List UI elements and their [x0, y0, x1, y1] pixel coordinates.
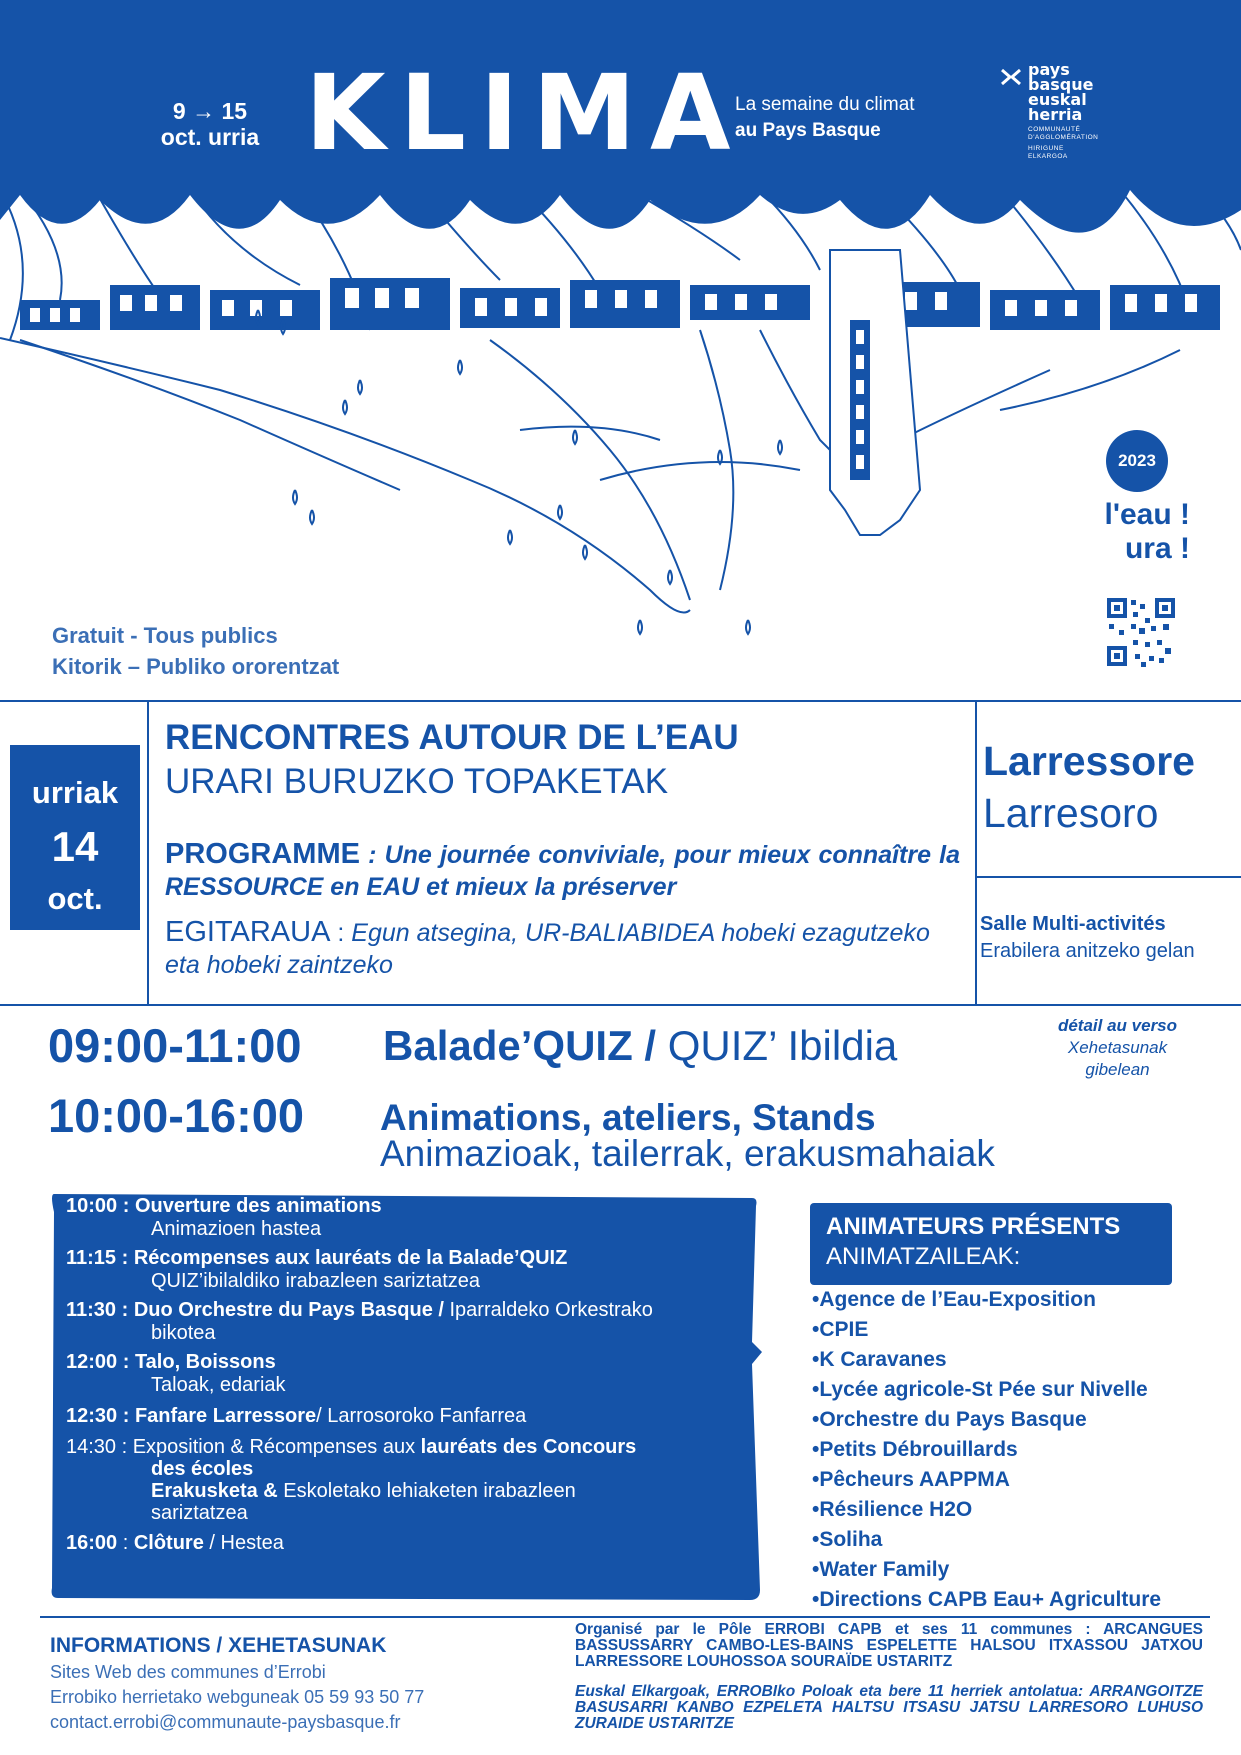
- slogan-line1: l'eau !: [1104, 498, 1190, 531]
- activity-2-fr: Animations, ateliers, Stands: [380, 1097, 876, 1138]
- schedule-close-fr: Clôture: [133, 1532, 204, 1554]
- animator-item: •Orchestre du Pays Basque: [812, 1408, 1087, 1431]
- access-fr: Gratuit - Tous publics: [52, 623, 278, 648]
- schedule-time: 12:30 :: [66, 1405, 135, 1427]
- activity-1-sep: /: [632, 1022, 668, 1069]
- info-phone: Errobiko herrietako webguneak 05 59 93 50 77: [50, 1687, 425, 1707]
- verso-fr: détail au verso: [1057, 1016, 1178, 1035]
- detail-verso-note: [1055, 1015, 1180, 1081]
- egitaraua-sep: :: [330, 919, 352, 947]
- verso-eu2: gibelean: [1085, 1060, 1150, 1079]
- schedule-main: Talo, Boissons: [134, 1351, 276, 1373]
- schedule-1430-a: Exposition & Récompenses aux: [132, 1436, 421, 1458]
- info-heading: INFORMATIONS / XEHETASUNAK: [50, 1634, 387, 1657]
- date-month-fr: oct.: [47, 881, 103, 916]
- programme-fr: [165, 838, 960, 903]
- animators-title-eu: ANIMATZAILEAK:: [826, 1243, 1021, 1270]
- divider-place: [975, 876, 1241, 878]
- place-fr: Larressore: [983, 738, 1195, 784]
- date-range: [150, 98, 270, 150]
- animator-item: •Lycée agricole-St Pée sur Nivelle: [812, 1378, 1148, 1401]
- divider-top: [0, 700, 1241, 702]
- year-badge: 2023: [1106, 430, 1168, 492]
- info-email-link[interactable]: contact.errobi@communaute-paysbasque.fr: [50, 1712, 401, 1732]
- footer-divider: [40, 1616, 1210, 1618]
- schedule-1430-f: sariztatzea: [151, 1502, 248, 1524]
- access-info: [52, 620, 339, 682]
- divider-bottom: [0, 1004, 1241, 1006]
- schedule-sub: Taloak, edariak: [151, 1374, 286, 1396]
- animators-list: [812, 1285, 1161, 1615]
- tagline-line1: La semaine du climat: [735, 94, 915, 115]
- schedule-main-rest: / Larrosoroko Fanfarrea: [316, 1405, 527, 1427]
- schedule-sub: Animazioen hastea: [151, 1218, 322, 1240]
- organiser-eu: Euskal Elkargoak, ERROBIko Poloak eta bere 11 herriek antolatua: ARRANGOITZE BASUSARRI KANBO EZPELETA HALTSU ITSASU JATSU LARRESORO LUHUSO ZURAIDE USTARITZE: [575, 1683, 1203, 1732]
- organiser-fr: Organisé par le Pôle ERROBI CAPB et ses 11 communes : ARCANGUES BASSUSSARRY CAMBO-LES-BAINS ESPELETTE HALSOU ITXASSOU JATXOU LARRESSORE LOUHOSSOA SOURAÏDE USTARITZ: [575, 1621, 1203, 1670]
- activity-1: [383, 1022, 897, 1070]
- tagline: [735, 92, 915, 144]
- schedule-time: 16:00: [66, 1532, 118, 1554]
- egitaraua-label: EGITARAUA: [165, 916, 331, 948]
- event-date-box: [10, 745, 140, 930]
- activity-2-eu: Animazioak, tailerrak, erakusmahaiak: [380, 1133, 995, 1174]
- schedule-item: [66, 1351, 766, 1397]
- slogan: [1090, 498, 1190, 566]
- schedule-main: Duo Orchestre du Pays Basque /: [133, 1299, 450, 1321]
- programme-text: : Une journée conviviale, pour mieux connaître la RESSOURCE en EAU et mieux la préserver: [165, 841, 960, 901]
- activity-1-eu: QUIZ’ Ibildia: [667, 1022, 898, 1069]
- schedule-main-rest: Iparraldeko Orkestrako: [449, 1299, 653, 1321]
- schedule-sub: QUIZ’ibilaldiko irabazleen sariztatzea: [151, 1270, 481, 1292]
- schedule-main: Récompenses aux lauréats de la Balade’QUIZ: [133, 1247, 568, 1269]
- brand-small3: HIRIGUNE: [1028, 145, 1064, 152]
- animator-item: •Pêcheurs AAPPMA: [812, 1468, 1010, 1491]
- verso-eu1: Xehetasunak: [1067, 1038, 1168, 1057]
- schedule-time: 14:30 :: [66, 1436, 133, 1458]
- schedule-main: Fanfare Larressore: [134, 1405, 317, 1427]
- brand-small4: ELKARGOA: [1028, 153, 1068, 160]
- pays-basque-logo: [1028, 62, 1148, 161]
- schedule-1430-c: des écoles: [151, 1458, 254, 1480]
- schedule-item: [66, 1299, 766, 1345]
- date-range-month: oct. urria: [160, 124, 260, 150]
- animator-item: •Petits Débrouillards: [812, 1438, 1018, 1461]
- animators-heading: [826, 1212, 1120, 1272]
- schedule-item: [66, 1532, 766, 1555]
- schedule-item: [66, 1195, 766, 1241]
- klima-logo-title: KLIMA: [305, 52, 745, 174]
- schedule-sub: bikotea: [151, 1322, 216, 1344]
- schedule-item: [66, 1405, 766, 1428]
- brand-line2: basque: [1028, 75, 1094, 94]
- animator-item: •Résilience H2O: [812, 1498, 973, 1521]
- time-slot-2: 10:00-16:00: [48, 1089, 305, 1142]
- event-title-eu: URARI BURUZKO TOPAKETAK: [165, 762, 669, 801]
- brand-line4: herria: [1028, 105, 1083, 124]
- schedule-main: Ouverture des animations: [134, 1195, 382, 1217]
- schedule-1430-d: Erakusketa &: [151, 1480, 284, 1502]
- animator-item: •Agence de l’Eau-Exposition: [812, 1288, 1096, 1311]
- divider-left: [147, 700, 149, 1006]
- slogan-line2: ura !: [1124, 532, 1190, 565]
- schedule-1430-e: Eskoletako lehiaketen irabazleen: [283, 1480, 576, 1502]
- brand-line3: euskal: [1028, 90, 1087, 109]
- schedule-close-eu: Hestea: [220, 1532, 284, 1554]
- activity-1-fr: Balade’QUIZ: [383, 1022, 633, 1069]
- brand-small-text: [1028, 126, 1148, 161]
- schedule-item: [66, 1436, 766, 1524]
- animator-item: •Directions CAPB Eau+ Agriculture: [812, 1588, 1162, 1611]
- qr-code-icon[interactable]: [1105, 596, 1177, 668]
- time-slot-1: 09:00-11:00: [48, 1019, 302, 1072]
- programme-eu: [165, 916, 960, 981]
- brand-small1: COMMUNAUTÉ: [1028, 126, 1081, 133]
- access-eu: Kitorik – Publiko ororentzat: [52, 654, 340, 679]
- schedule-close-sep1: :: [117, 1532, 134, 1554]
- date-month-eu: urriak: [31, 775, 119, 810]
- brand-line1: pays: [1028, 60, 1070, 79]
- schedule-time: 12:00 :: [66, 1351, 135, 1373]
- divider-right: [975, 700, 977, 1006]
- schedule-item: [66, 1247, 766, 1293]
- schedule-list: [66, 1195, 766, 1561]
- tagline-line2: au Pays Basque: [735, 120, 881, 141]
- info-websites: Sites Web des communes d’Errobi: [50, 1662, 326, 1682]
- schedule-time: 11:30 :: [66, 1299, 134, 1321]
- schedule-time: 10:00 :: [66, 1195, 135, 1217]
- animator-item: •K Caravanes: [812, 1348, 947, 1371]
- animator-item: •Soliha: [812, 1528, 883, 1551]
- hall-eu: Erabilera anitzeko gelan: [980, 940, 1195, 962]
- animators-title-fr: ANIMATEURS PRÉSENTS: [826, 1213, 1121, 1240]
- programme-label: PROGRAMME: [165, 838, 360, 870]
- animator-item: •Water Family: [812, 1558, 950, 1581]
- egitaraua-text: Egun atsegina, UR-BALIABIDEA hobeki ezagutzeko eta hobeki zaintzeko: [165, 919, 930, 979]
- pays-basque-mark-icon: [1000, 66, 1022, 88]
- event-title-fr: RENCONTRES AUTOUR DE L’EAU: [165, 718, 739, 757]
- animator-item: •CPIE: [812, 1318, 869, 1341]
- schedule-time: 11:15 :: [66, 1247, 134, 1269]
- schedule-1430-b: lauréats des Concours: [420, 1436, 637, 1458]
- brand-small2: D'AGGLOMÉRATION: [1028, 134, 1099, 141]
- place-eu: Larresoro: [983, 790, 1159, 836]
- schedule-close-sep2: /: [203, 1532, 221, 1554]
- date-range-days: 9 → 15: [172, 98, 248, 124]
- hall-fr: Salle Multi-activités: [980, 913, 1166, 935]
- date-day: 14: [51, 823, 99, 870]
